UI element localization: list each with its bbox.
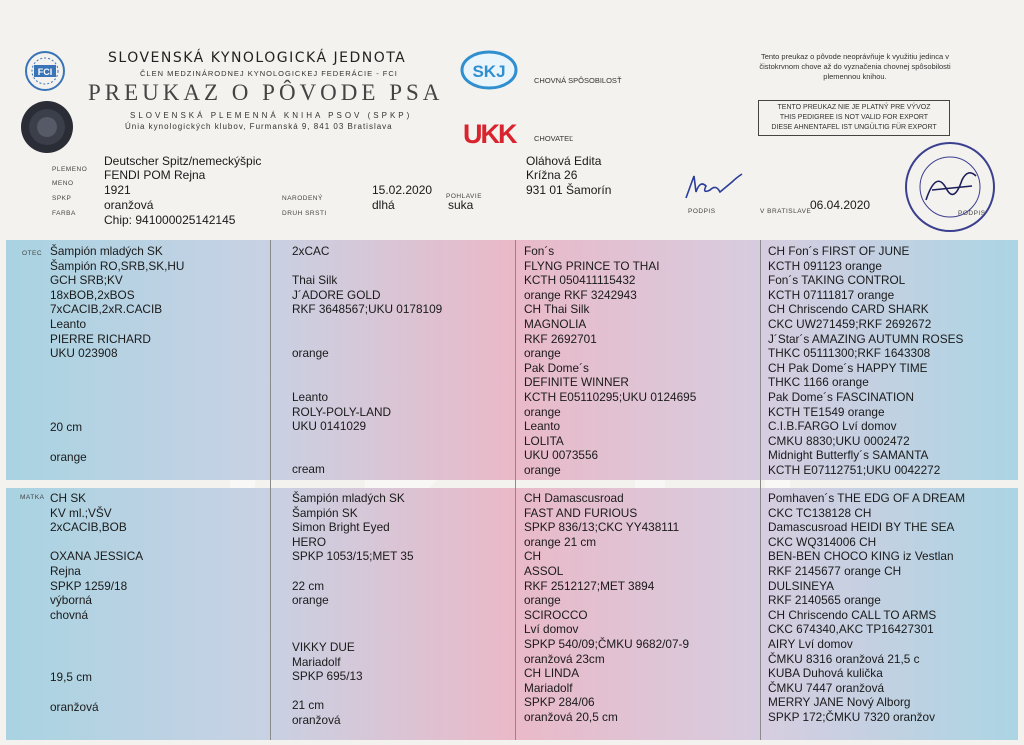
name-label: MENO [52, 180, 74, 187]
dam-sire [292, 491, 414, 608]
dam-gen4 [768, 491, 965, 725]
dam-gen4-line: KUBA Duhová kulička [768, 666, 883, 681]
dam-gen4-line: CKC 674340,AKC TP16427301 [768, 622, 934, 637]
dam-gen4-line: CH Chriscendo CALL TO ARMS [768, 607, 937, 622]
sire-dam-line: Leanto [292, 390, 329, 404]
dam-gen4-line: CKC TC138128 CH [768, 505, 872, 520]
dam-size: 19,5 cm [50, 670, 92, 684]
sire-gen3-line: Pak Dome´s [524, 360, 589, 375]
sire-color: orange [50, 450, 87, 464]
dam-sire-line: Simon Bright Eyed [292, 520, 390, 535]
sire-gen3-line: Fon´s [524, 244, 555, 258]
breeding-capability-label: CHOVNÁ SPÔSOBILOSŤ [534, 76, 622, 85]
dam-gen1 [50, 491, 143, 622]
sire-gen1-line: 18xBOB,2xBOS [50, 287, 135, 302]
dam-gen1-line: Rejna [50, 563, 81, 578]
svg-text:SKJ: SKJ [472, 62, 506, 81]
sire-dam-color: cream [292, 462, 325, 476]
dam-gen4-line: DULSINEYA [768, 578, 834, 593]
validity-line-de: DIESE AHNENTAFEL IST UNGÜLTIG FÜR EXPORT [771, 124, 937, 131]
sire-gen1-line: GCH SRB;KV [50, 273, 123, 288]
sire-gen4-line: THKC 05111300;RKF 1643308 [768, 346, 931, 361]
sire-gen1-line: Leanto [50, 316, 87, 331]
svg-text:UKK: UKK [463, 119, 516, 148]
dam-gen1-line: výborná [50, 593, 92, 608]
dam-gen1-line: chovná [50, 607, 89, 622]
sire-sire-line [292, 259, 442, 274]
dam-gen3-line: SPKP 540/09;ČMKU 9682/07-9 [524, 636, 690, 651]
dam-sire-line: Šampión SK [292, 505, 358, 520]
dam-gen3-line: orange [524, 593, 561, 608]
dam-gen3-line: SPKP 284/06 [524, 695, 595, 710]
dam-gen4-line: RKF 2145677 orange CH [768, 563, 902, 578]
dam-dam-line [292, 684, 363, 699]
validity-line-sk: TENTO PREUKAZ NIE JE PLATNÝ PRE VÝVOZ [777, 104, 931, 111]
export-validity-box [758, 100, 950, 136]
sire-dam-line: UKU 0141029 [292, 419, 367, 434]
sire-gen3-line: KCTH E05110295;UKU 0124695 [524, 389, 697, 404]
sire-sire-line: 2xCAC [292, 244, 330, 258]
sire-gen3-line: RKF 2692701 [524, 331, 597, 346]
sire-label: OTEC [22, 250, 43, 257]
divider-gen2 [515, 240, 516, 740]
sire-gen4-line: Midnight Butterfly´s SAMANTA [768, 448, 929, 463]
sire-gen4-line: CH Pak Dome´s HAPPY TIME [768, 360, 928, 375]
dam-gen1-line [50, 535, 143, 550]
dam-gen4-line: Pomhaven´s THE EDG OF A DREAM [768, 491, 966, 505]
sire-sire-line: RKF 3648567;UKU 0178109 [292, 302, 443, 317]
breeder-city: 931 01 Šamorín [526, 183, 612, 197]
dam-gen3-line: CH LINDA [524, 666, 580, 681]
sire-gen4-line: CMKU 8830;UKU 0002472 [768, 433, 910, 448]
dam-gen1-line: CH SK [50, 491, 87, 505]
sire-gen4-line: J´Star´s AMAZING AUTUMN ROSES [768, 331, 964, 346]
dam-gen1-line: 2xCACIB,BOB [50, 520, 127, 535]
issue-date: 06.04.2020 [810, 198, 871, 212]
breeding-note: Tento preukaz o pôvode neoprávňuje k využitiu jedinca v čistokrvnom chove až do vyznačenia chovnej spôsobilosti plemennou knihou. [759, 52, 951, 81]
ukk-logo-icon [463, 118, 523, 148]
sire-gen1-line: Šampión RO,SRB,SK,HU [50, 258, 185, 273]
sire-sire-line: J´ADORE GOLD [292, 287, 381, 302]
spkp-label: SPKP [52, 195, 72, 202]
breeder-street: Krížna 26 [526, 168, 578, 182]
sire-gen4-line: Pak Dome´s FASCINATION [768, 389, 914, 404]
sire-gen3-line: CH Thai Silk [524, 302, 590, 317]
dam-gen4-line: BEN-BEN CHOCO KING iz Vestlan [768, 549, 954, 564]
sire-gen1-line: Šampión mladých SK [50, 244, 163, 258]
sire-dam [292, 390, 391, 434]
sire-gen1-line: UKU 023908 [50, 346, 118, 361]
dam-gen3-line: CH Damascusroad [524, 491, 624, 505]
dog-name-value: FENDI POM Rejna [104, 168, 206, 182]
dam-gen1-line: OXANA JESSICA [50, 549, 144, 564]
dam-gen3-line: SCIROCCO [524, 607, 588, 622]
stamp-signature-label: PODPIS [958, 210, 986, 217]
sire-gen1-line: 7xCACIB,2xR.CACIB [50, 302, 163, 317]
dam-sire-line: orange [292, 593, 329, 608]
place-label: V BRATISLAVE [760, 208, 812, 215]
sire-gen4-line: KCTH TE1549 orange [768, 404, 885, 419]
fci-logo-icon [24, 50, 66, 92]
dam-gen3 [524, 491, 689, 725]
dam-dam [292, 640, 363, 728]
sire-gen4-line: KCTH E07112751;UKU 0042272 [768, 462, 941, 477]
signature-label: PODPIS [688, 208, 716, 215]
born-label: NARODENÝ [282, 195, 323, 202]
dam-gen3-line: Mariadolf [524, 680, 573, 695]
dam-gen1-line: SPKP 1259/18 [50, 578, 128, 593]
color-label: FARBA [52, 210, 76, 217]
sire-gen4 [768, 244, 963, 478]
dam-gen3-line: oranžová 20,5 cm [524, 709, 618, 724]
skj-logo-icon [460, 50, 518, 90]
dam-gen1-line: KV ml.;VŠV [50, 505, 112, 520]
sire-gen3-line: KCTH 050411115432 [524, 273, 636, 288]
sire-gen4-line: CKC UW271459;RKF 2692672 [768, 316, 932, 331]
sire-gen4-line: Fon´s TAKING CONTROL [768, 273, 906, 288]
dam-gen3-line: RKF 2512127;MET 3894 [524, 578, 655, 593]
dam-sire-line: SPKP 1053/15;MET 35 [292, 549, 414, 564]
dam-sire-line: 22 cm [292, 578, 325, 593]
breeder-label: CHOVATEĽ [534, 134, 574, 143]
sire-gen4-line: KCTH 07111817 orange [768, 287, 895, 302]
dam-dam-line: VIKKY DUE [292, 640, 355, 654]
dam-color: oranžová [50, 700, 99, 714]
sire-gen3 [524, 244, 696, 478]
color-value: oranžová [104, 198, 154, 212]
dam-dam-line: SPKP 695/13 [292, 669, 363, 684]
organization-address: Únia kynologických klubov, Furmanská 9, 841 03 Bratislava [125, 122, 393, 131]
divider-gen1 [270, 240, 271, 740]
dam-gen4-line: AIRY Lví domov [768, 636, 853, 651]
sire-gen3-line: orange [524, 346, 561, 361]
dam-dam-line: oranžová [292, 712, 341, 727]
sire-size: 20 cm [50, 420, 83, 434]
sex-value: suka [448, 198, 474, 212]
sire-gen4-line: CH Chriscendo CARD SHARK [768, 302, 929, 317]
document-title: PREUKAZ O PÔVODE PSA [88, 80, 444, 105]
sire-sire-color: orange [292, 346, 329, 360]
breed-label: PLEMENO [52, 166, 88, 173]
chip-value: Chip: 941000025142145 [104, 213, 236, 227]
divider-gen3 [760, 240, 761, 740]
coat-value: dlhá [372, 198, 395, 212]
born-value: 15.02.2020 [372, 183, 433, 197]
sire-sire [292, 244, 442, 317]
dam-gen4-line: CKC WQ314006 CH [768, 534, 877, 549]
coat-label: DRUH SRSTI [282, 210, 327, 217]
hologram-seal-icon [20, 100, 74, 154]
dam-gen4-line: SPKP 172;ČMKU 7320 oranžov [768, 709, 935, 724]
sire-gen3-line: Leanto [524, 419, 561, 434]
sire-gen4-line: KCTH 091123 orange [768, 258, 882, 273]
dam-sire-line: Šampión mladých SK [292, 491, 405, 505]
sire-gen3-line: DEFINITE WINNER [524, 375, 629, 390]
sire-gen3-line: orange RKF 3242943 [524, 287, 637, 302]
organization-name: SLOVENSKÁ KYNOLOGICKÁ JEDNOTA [108, 50, 407, 66]
sire-gen3-line: MAGNOLIA [524, 316, 587, 331]
sire-gen3-line: orange [524, 404, 561, 419]
dam-gen3-line: SPKP 836/13;CKC YY438111 [524, 520, 680, 535]
spkp-value: 1921 [104, 183, 131, 197]
sire-gen3-line: LOLITA [524, 433, 564, 448]
sire-gen4-line: C.I.B.FARGO Lví domov [768, 419, 897, 434]
dam-dam-line: Mariadolf [292, 654, 341, 669]
sire-gen1-line: PIERRE RICHARD [50, 331, 151, 346]
breed-value: Deutscher Spitz/nemeckýšpic [104, 154, 262, 168]
dam-gen3-line: orange 21 cm [524, 534, 597, 549]
dam-gen4-line: ČMKU 7447 oranžová [768, 680, 885, 695]
dam-sire-line: HERO [292, 534, 327, 549]
official-stamp-icon [902, 140, 998, 234]
dam-gen3-line: CH [524, 549, 542, 564]
svg-text:FCI: FCI [37, 67, 53, 77]
studbook-name: SLOVENSKÁ PLEMENNÁ KNIHA PSOV (SPKP) [130, 111, 413, 120]
dam-gen4-line: ČMKU 8316 oranžová 21,5 c [768, 651, 920, 666]
dam-gen3-line: oranžová 23cm [524, 651, 605, 666]
sire-gen4-line: THKC 1166 orange [768, 375, 869, 390]
breeder-name: Oláhová Edita [526, 154, 602, 168]
sire-sire-line: Thai Silk [292, 273, 338, 288]
sire-gen3-line: UKU 0073556 [524, 448, 599, 463]
sire-gen1 [50, 244, 184, 361]
sire-gen3-line: orange [524, 462, 561, 477]
sex-label: POHLAVIE [446, 193, 483, 200]
sire-gen3-line: FLYNG PRINCE TO THAI [524, 258, 660, 273]
fci-member-text: ČLEN MEDZINÁRODNEJ KYNOLOGICKEJ FEDERÁCIE - FCI [140, 69, 398, 78]
dam-gen4-line: Damascusroad HEIDI BY THE SEA [768, 520, 955, 535]
validity-line-en: THIS PEDIGREE IS NOT VALID FOR EXPORT [779, 114, 929, 121]
dam-gen4-line: RKF 2140565 orange [768, 593, 881, 608]
breeder-signature-icon [680, 170, 760, 204]
dam-sire-line [292, 564, 414, 579]
dam-gen3-line: Lví domov [524, 622, 579, 637]
dam-gen4-line: MERRY JANE Nový Alborg [768, 695, 911, 710]
sire-gen4-line: CH Fon´s FIRST OF JUNE [768, 244, 910, 258]
dam-label: MATKA [20, 494, 45, 501]
dam-dam-line: 21 cm [292, 698, 325, 713]
sire-dam-line: ROLY-POLY-LAND [292, 404, 392, 419]
dam-gen3-line: ASSOL [524, 563, 564, 578]
dam-gen3-line: FAST AND FURIOUS [524, 505, 638, 520]
